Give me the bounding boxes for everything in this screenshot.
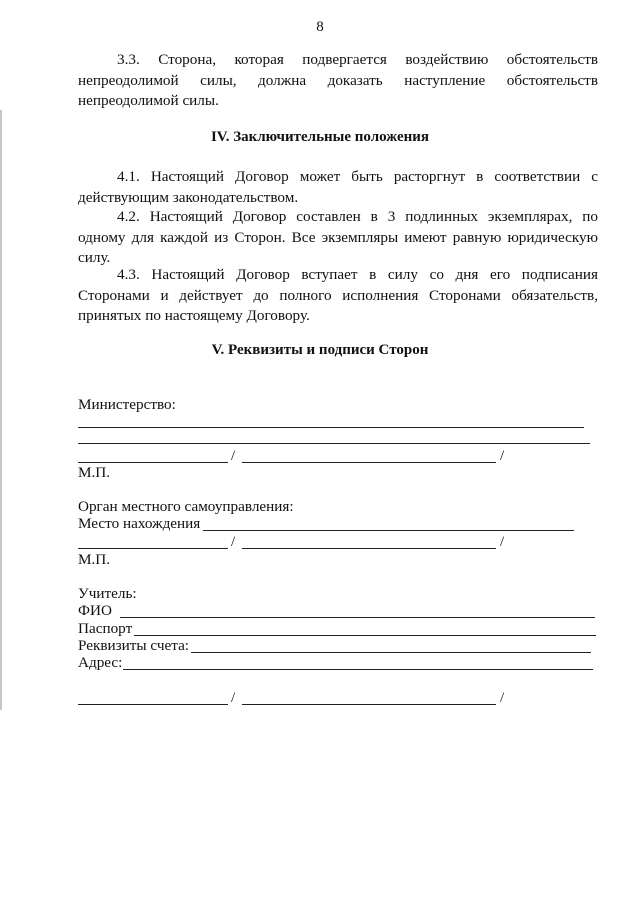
teacher-slash-2: / [500, 690, 505, 706]
passport-label: Паспорт [78, 620, 133, 637]
teacher-label: Учитель: [78, 585, 137, 602]
local-gov-slash-1: / [231, 534, 236, 550]
account-label: Реквизиты счета: [78, 637, 190, 654]
local-gov-name-line [242, 548, 496, 549]
clause-4-2: 4.2. Настоящий Договор составлен в 3 подлинных экземплярах, по одному для каждой из Сторон. Все экземпляры имеют равную юридическую силу. [78, 208, 598, 267]
ministry-slash-2: / [500, 448, 505, 464]
teacher-slash-1: / [231, 690, 236, 706]
ministry-signature-line [78, 462, 228, 463]
teacher-signature-line [78, 704, 228, 705]
page-number: 8 [316, 19, 324, 35]
teacher-name-line [242, 704, 496, 705]
local-gov-stamp-label: М.П. [78, 551, 111, 568]
ministry-slash-1: / [231, 448, 236, 464]
ministry-line-2 [78, 443, 590, 444]
location-line [203, 530, 574, 531]
ministry-label: Министерство: [78, 396, 176, 413]
account-line [191, 652, 591, 653]
clause-4-1: 4.1. Настоящий Договор может быть расторгнут в соответствии с действующим законодательством. [78, 168, 598, 206]
clause-3-3: 3.3. Сторона, которая подвергается воздействию обстоятельств непреодолимой силы, должна доказать наступление обстоятельств непреодолимой силы. [78, 51, 598, 110]
clause-4-3: 4.3. Настоящий Договор вступает в силу со дня его подписания Сторонами и действует до полного исполнения Сторонами обязательств, принятых по настоящему Договору. [78, 266, 598, 325]
fio-line [120, 617, 595, 618]
fio-label: ФИО [78, 602, 112, 619]
address-line [123, 669, 593, 670]
ministry-stamp-label: М.П. [78, 464, 111, 481]
section-4-heading: IV. Заключительные положения [210, 129, 430, 145]
local-gov-label: Орган местного самоуправления: [78, 498, 294, 515]
ministry-line-1 [78, 427, 584, 428]
passport-line [134, 635, 596, 636]
section-5-heading: V. Реквизиты и подписи Сторон [211, 342, 429, 358]
ministry-name-line [242, 462, 496, 463]
location-label: Место нахождения [78, 515, 201, 532]
local-gov-slash-2: / [500, 534, 505, 550]
scan-edge-mark [0, 110, 2, 710]
address-label: Адрес: [78, 654, 123, 671]
local-gov-signature-line [78, 548, 228, 549]
